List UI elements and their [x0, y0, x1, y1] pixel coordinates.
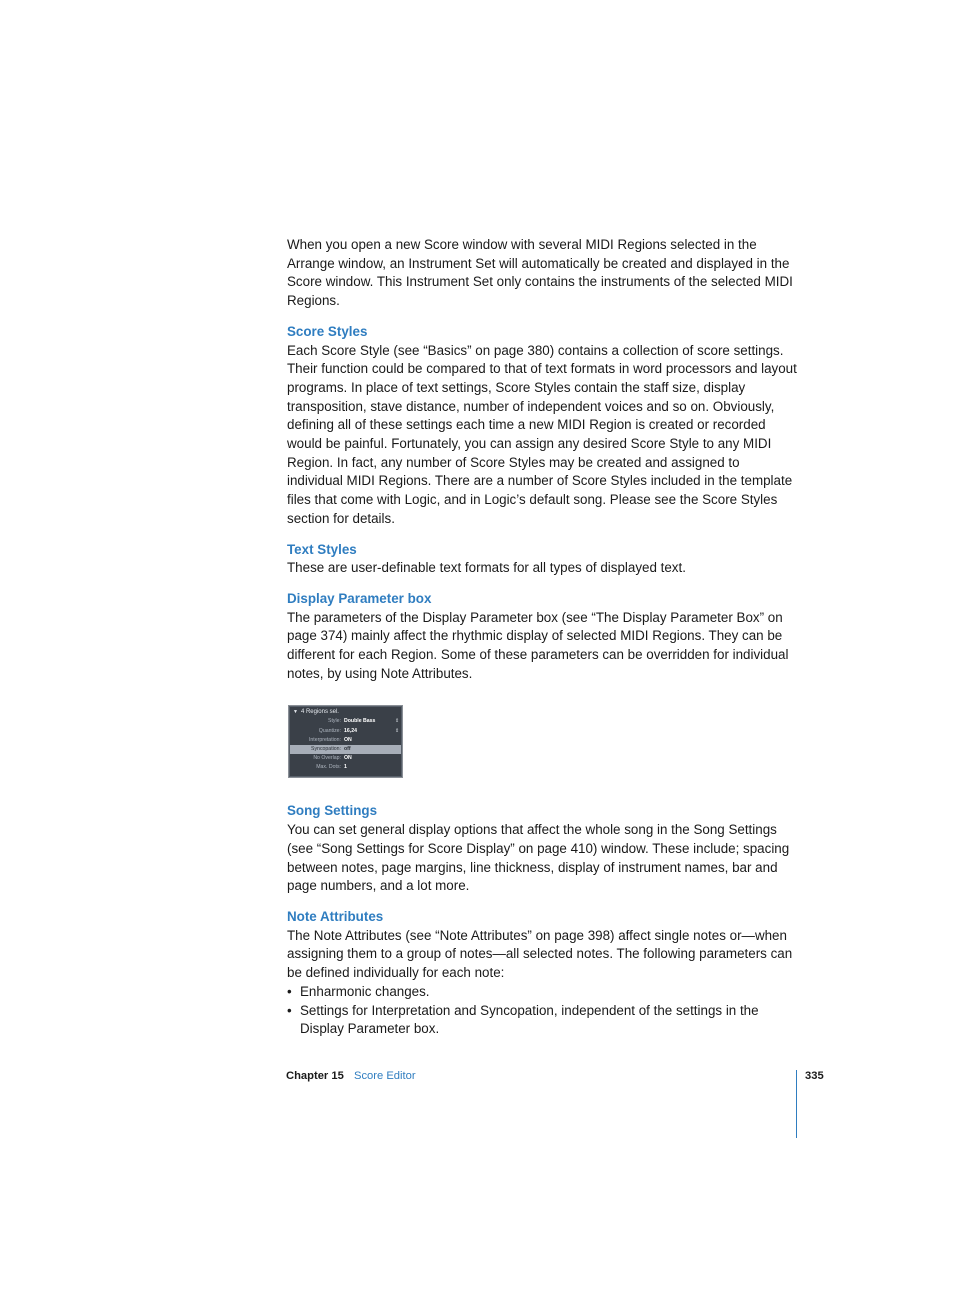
param-label: No Overlap:: [313, 755, 341, 762]
song-settings-paragraph: You can set general display options that affect the whole song in the Song Settings (see “Song Settings for Score Display” on page 410) window. These include; spacing between notes, page margins, line thickness, display of instrument names, bar and page numbers, and a lot more.: [287, 822, 790, 894]
footer-divider: [796, 1070, 797, 1138]
heading-song-settings: Song Settings: [287, 803, 378, 819]
param-label: Quantize:: [318, 727, 341, 734]
param-value: off: [344, 746, 351, 753]
param-label: Max. Dots:: [316, 764, 341, 771]
footer-chapter: Chapter 15: [286, 1070, 344, 1082]
param-value: 1: [344, 764, 347, 771]
param-value: 16,24: [344, 727, 357, 734]
param-value: Double Bass: [344, 718, 376, 725]
display-parameter-paragraph: The parameters of the Display Parameter box (see “The Display Parameter Box” on page 374) mainly affect the rhythmic display of selected MIDI Regions. They can be different for each Region. Some of these parameters can be overridden for individual notes, by using Note Attributes.: [287, 609, 789, 681]
param-box-title: 4 Regions sel.: [300, 709, 339, 716]
param-row-syncopation: [290, 745, 401, 754]
heading-score-styles: Score Styles: [287, 323, 368, 339]
text-styles-paragraph: These are user-definable text formats for all types of displayed text.: [287, 560, 686, 576]
disclosure-triangle-icon: ▼: [293, 709, 298, 716]
note-attributes-paragraph: The Note Attributes (see “Note Attributes” on page 398) affect single notes or—when assigning them to a group of notes—all selected notes. The following parameters can be defined individually for each note:: [287, 927, 793, 981]
heading-display-parameter-box: Display Parameter box: [287, 590, 432, 606]
param-label: Syncopation:: [311, 746, 341, 753]
footer-page-number: 335: [805, 1070, 824, 1082]
display-parameter-box-figure: [288, 705, 403, 778]
list-item: • Settings for Interpretation and Syncopation, independent of the settings in the Display Parameter box.: [287, 1002, 797, 1039]
heading-text-styles: Text Styles: [287, 541, 357, 557]
footer-section-link[interactable]: Score Editor: [354, 1070, 416, 1082]
param-arrows: [395, 736, 401, 745]
param-row-style: [290, 717, 401, 726]
page-content: [287, 236, 797, 1039]
param-row-max-dots: [290, 763, 401, 772]
param-row-quantize: [290, 727, 401, 736]
param-arrows: [395, 754, 401, 763]
param-label: Interpretation:: [308, 736, 341, 743]
param-box-header: [290, 707, 401, 717]
heading-note-attributes: Note Attributes: [287, 908, 384, 924]
param-arrows: [395, 745, 401, 754]
score-styles-paragraph: Each Score Style (see “Basics” on page 380) contains a collection of score settings. Their function could be compared to that of text formats in word processors and layout programs. In place of text settings, Score Styles contain the staff size, display transposition, stave distance, number of independent voices and so on. Obviously, defining all of these settings each time a new MIDI Region is created or recorded would be painful. Fortunately, you can assign any desired Score Style to any MIDI Region. In fact, any number of Score Styles may be created and assigned to individual MIDI Regions. There are a number of Score Styles included in the template files that come with Logic, and in Logic’s default song. Please see the Score Styles section for details.: [287, 342, 797, 526]
param-value: ON: [344, 736, 352, 743]
param-label: Style:: [328, 718, 341, 725]
intro-paragraph: When you open a new Score window with several MIDI Regions selected in the Arrange window, an Instrument Set will automatically be created and displayed in the Score window. This Instrument Set only contains the instruments of the selected MIDI Regions.: [287, 237, 793, 309]
param-row-interpretation: [290, 736, 401, 745]
list-item: • Enharmonic changes.: [287, 983, 797, 1002]
param-arrows: [395, 763, 401, 772]
updown-arrows-icon: ⇕: [395, 718, 400, 725]
note-attributes-list: [287, 983, 797, 1039]
param-row-no-overlap: [290, 754, 401, 763]
updown-arrows-icon: ⇕: [395, 727, 400, 734]
param-value: ON: [344, 755, 352, 762]
